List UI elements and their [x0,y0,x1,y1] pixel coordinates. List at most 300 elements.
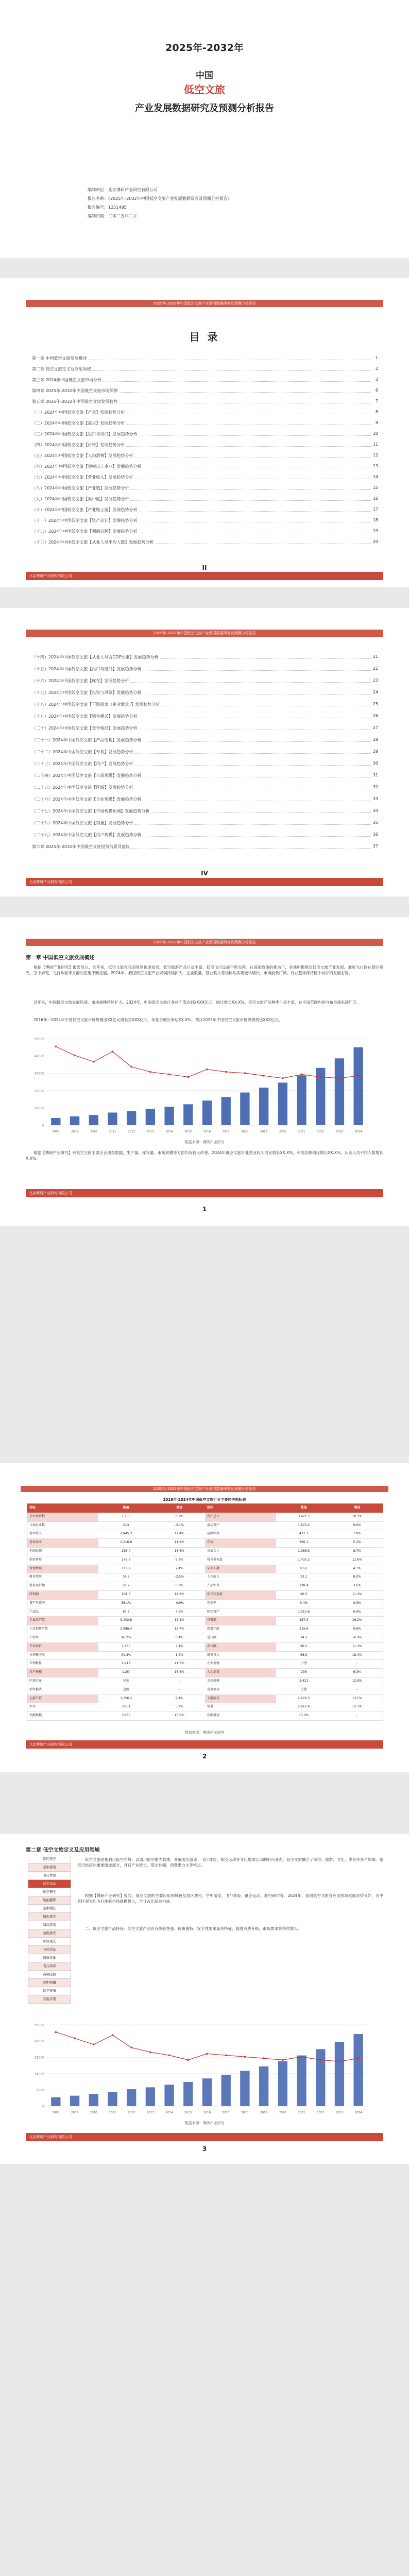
table-cell: 96.2% [98,1634,152,1643]
table-cell: - [152,1677,206,1686]
table-cell: 税金及附加 [27,1582,98,1591]
table-cell: 0.3% [330,1599,383,1608]
table-cell: 15.8% [152,1668,206,1677]
table-cell: 12.8% [330,1677,383,1686]
x-tick-label: 2013 [146,1130,154,1133]
growth-point [338,2060,340,2062]
growth-point [338,1077,340,1079]
toc-entry-page: 15 [372,485,378,490]
toc-entry[interactable] [32,420,378,427]
toc-entry-label: （二）2024年中国低空文旅【需求】发展趋势分析 [32,421,125,426]
table-title: 2016年-2024年中国低空文旅行业主要经济指标表 [163,1498,246,1502]
toc-entry[interactable] [32,518,378,524]
table-cell: 15.6% [152,1547,206,1556]
table-cell: 12.1% [330,1703,383,1712]
growth-point [187,2059,189,2061]
toc-entry-label: （二十五）2024年中国低空文旅【区域】发展趋势分析 [32,785,133,790]
toc-entry-label: （十六）2024年中国低空文旅【库存】发展趋势分析 [32,679,129,683]
table-cell: 96.5 [276,1590,330,1600]
toc-entry-page: 26 [372,714,378,718]
bar [240,1092,249,1125]
x-tick-label: 2008 [52,2111,60,2114]
toc-entry-page: 18 [372,518,378,522]
toc-entry[interactable] [32,761,378,767]
toc-entry[interactable] [32,442,378,448]
table-cell: 1,012.6 [276,1608,330,1617]
x-tick-label: 2021 [298,2111,305,2114]
toc-entry-page: 29 [372,749,378,754]
toc-entry[interactable] [32,785,378,791]
toc-entry-label: （二十九）2024年中国低空文旅【用户规模】发展趋势分析 [32,833,142,837]
table-cell: 所有者权益 [205,1556,276,1565]
table-cell: 产销率 [27,1634,98,1643]
toc-entry-page: 22 [372,666,378,671]
toc-entry[interactable] [32,820,378,826]
page-footer: 北京博研产业研究有限公司 [26,1189,383,1197]
page-number: 1 [202,1206,207,1213]
toc-entry-page: 37 [372,844,378,849]
x-tick-label: 2020 [279,1130,286,1133]
table-cell: 平均单价 [27,1642,98,1652]
growth-point [74,2038,76,2040]
application-item: 景区观光 [28,1855,71,1863]
bar [278,2061,287,2106]
application-item: 其他应用 [28,1995,71,2004]
table-cell: 分散 [276,1686,330,1695]
bar [297,2056,306,2106]
table-cell: 5.2% [152,1703,206,1712]
toc-entry-page: 28 [372,737,378,742]
table-cell: 产成品 [27,1608,98,1617]
application-item: 高端定制 [28,1971,71,1979]
toc-entry-page: 21 [372,654,378,659]
table-cell: 净利润 [27,1590,98,1600]
toc-entry[interactable] [32,464,378,470]
application-item: 航空研学 [28,1888,71,1896]
y-tick-label: 30000 [34,1072,44,1076]
toc-entry-page: 8 [375,410,378,414]
bar [297,1075,306,1125]
table-cell: 市场规模 [205,1677,276,1686]
toc-entry[interactable] [32,539,378,546]
table-cell: 专利数量 [27,1659,98,1669]
growth-point [263,2057,265,2059]
toc-entry-label: 第四章 2025年-2032年中国低空文旅市场预测 [32,388,118,393]
toc-entry-label: （二十）2024年中国低空文旅【竞争格局】发展趋势分析 [32,726,138,731]
growth-point [282,1077,284,1079]
x-tick-label: 2008 [52,1130,60,1133]
table-cell: - [330,1686,383,1695]
toc-entry-label: （二十一）2024年中国低空文旅【产品结构】发展趋势分析 [32,738,142,742]
bar [108,2092,117,2106]
bar [146,1109,155,1125]
application-item: 飞行体验 [28,1872,71,1880]
x-tick-label: 2009 [71,1130,79,1133]
table-cell: 5.2% [330,1538,383,1548]
table-cell: -2.5% [152,1573,206,1582]
toc-entry-page: 14 [372,474,378,479]
application-item: 山地观光 [28,1929,71,1938]
table-cell: 4.1% [330,1565,383,1574]
toc-entry-page: 1 [375,355,378,360]
toc-entry[interactable] [32,796,378,803]
y-tick-label: 28000 [34,2040,44,2044]
y-tick-label: 20000 [34,1089,44,1093]
table-cell: 356.1 [98,1703,152,1712]
toc-entry-page: 19 [372,529,378,533]
table-cell: 资产总计 [205,1513,276,1522]
table-cell: 企业规模 [205,1659,276,1669]
table-cell: 8.2% [152,1513,206,1522]
x-tick-label: 2014 [165,2111,173,2114]
toc-entry[interactable] [32,431,378,437]
toc-entry[interactable] [32,496,378,502]
table-cell: 7.8% [330,1530,383,1539]
toc-entry-page: 9 [375,420,378,425]
growth-point [357,2057,360,2059]
table-cell: 118.9 [98,1565,152,1574]
x-tick-label: 2018 [241,2111,249,2114]
application-list [28,1855,71,2004]
y-tick-label: 50000 [34,1037,44,1041]
table-cell: 2.1% [152,1642,206,1652]
chapter-title: 第二章 低空文旅定义及应用领域 [26,1848,100,1853]
toc-entry[interactable] [32,702,378,708]
toc-entry[interactable] [32,737,378,743]
table-cell: 11.3% [330,1642,383,1652]
toc-entry-label: （八）2024年中国低空文旅【产业链】发展趋势分析 [32,486,129,490]
table-cell: 华东 [98,1677,152,1686]
toc-entry[interactable] [32,832,378,838]
x-tick-label: 2023 [335,2111,343,2114]
toc-entry-page: 24 [372,690,378,694]
toc-entry[interactable] [32,690,378,696]
x-tick-label: 2010 [90,1130,97,1133]
table-cell: 1,830 [98,1642,152,1652]
table-cell: 工业总产值 [27,1616,98,1625]
y-tick-label: 21000 [34,2056,44,2060]
toc-entry-label: （一）2024年中国低空文旅【产量】发展趋势分析 [32,410,125,415]
toc-entry-page: 32 [372,785,378,789]
table-cell: 存货 [205,1538,276,1548]
bar [202,1100,212,1125]
cover-page [0,0,409,258]
table-cell: 28.7 [98,1582,152,1591]
application-item: 空中婚礼 [28,1905,71,1913]
x-tick-label: 2019 [260,1130,268,1133]
table-cell: 215.8 [276,1625,330,1634]
table-cell: 进口额 [205,1634,276,1643]
bar [51,2097,60,2106]
table-cell: 2,874.5 [276,1694,330,1704]
toc-entry[interactable] [32,654,378,660]
growth-point [55,2031,57,2033]
toc-entry[interactable] [32,529,378,535]
table-cell: 58.1% [98,1599,152,1608]
bar [89,2094,98,2106]
bar [146,2087,155,2106]
table-header-cell: 指标 [27,1504,98,1513]
toc-entry-page: 36 [372,832,378,837]
table-cell: 12.6% [330,1556,383,1565]
growth-point [149,1071,151,1073]
toc-entry-page: 20 [372,539,378,544]
x-tick-label: 2013 [146,2111,154,2114]
table-cell: 8.6万 [276,1565,330,1574]
chapter2-page [0,1834,409,2164]
toc-entry[interactable] [32,355,378,362]
application-item: 草原观光 [28,1938,71,1946]
table-cell: 6.3% [330,1668,383,1677]
x-tick-label: 2024 [354,1130,362,1133]
table-header-cell: 数值 [98,1504,152,1513]
page-header: 2025年-2032年中国低空文旅产业发展数据研究及预测分析报告 [26,630,383,637]
cover-region: 中国 [196,71,213,81]
y-tick-label: 40000 [34,1055,44,1059]
toc-entry-page: 3 [375,377,378,382]
growth-point [244,1072,246,1074]
table-cell: 销售模式 [27,1686,98,1695]
bar [335,1058,344,1125]
x-tick-label: 2014 [165,1130,173,1133]
application-item: 航拍摄影 [28,1896,71,1905]
bar [202,2078,212,2106]
table-cell: 201.3 [98,1590,152,1600]
table-cell: 1,435.2 [276,1556,330,1565]
growth-point [130,1066,132,1068]
table-cell: 3.6% [330,1582,383,1591]
growth-point [244,2056,246,2058]
toc-entry[interactable] [32,725,378,732]
table-cell: 2,216.8 [98,1538,152,1548]
table-cell: 9.4% [152,1694,206,1704]
growth-point [301,2056,303,2058]
toc-entry[interactable] [32,808,378,815]
toc-entry-label: （十二）2024年中国低空文旅【利润总额】发展趋势分析 [32,529,138,534]
bar [278,1082,287,1125]
toc-entry-page: 27 [372,725,378,730]
toc-entry[interactable] [32,485,378,492]
toc-entry-page: 33 [372,796,378,801]
bar [70,2096,79,2106]
growth-point [206,1069,208,1071]
growth-point [206,2053,208,2055]
table-cell: 6.9% [330,1608,383,1617]
table-cell: 1,986.3 [276,1547,330,1556]
market-size-chart [26,1033,383,1137]
table-cell: 投资额 [205,1616,276,1625]
paragraph: 根据【博研产业研究】报告显示，近年来，低空文旅在我国得到快速发展，低空旅游产品日益丰富，低空飞行设施不断完善。在国家政策的推动下，各地积极推动低空文旅产业发展，通航飞行器在景区观光、空中游览、飞行体验等方面的应用不断拓展。2024年，我国低空文旅产业规模持续扩大，企业数量、营业收入等指标均实现较快增长，市场前景广阔，行业整体保持稳中向好的发展态势。 [26,965,383,975]
table-cell: 市场集中度 [27,1651,98,1660]
toc-entry-page: 7 [375,399,378,403]
table-cell: 利润总额 [27,1547,98,1556]
growth-point [319,2059,321,2061]
toc-entry[interactable] [32,377,378,383]
table-cell: 8.0% [330,1573,383,1582]
table-cell: 人均消费 [205,1668,276,1677]
toc-entry-page: 17 [372,507,378,512]
toc-entry-page: 10 [372,431,378,436]
bar [164,2084,174,2106]
toc-entry[interactable] [32,844,378,850]
toc-entry[interactable] [32,453,378,459]
toc-entry-page: 23 [372,678,378,683]
page-footer: 北京博研产业研究有限公司 [26,2133,383,2141]
table-cell: 负债合计 [205,1547,276,1556]
page-number: II [202,564,207,571]
application-item: 城市观光 [28,1913,71,1921]
bar [164,1107,174,1125]
toc-entry[interactable] [32,366,378,372]
growth-point [263,1075,265,1077]
table-cell: - [330,1711,383,1721]
x-tick-label: 2011 [109,1130,116,1133]
table-cell: 8.7% [330,1547,383,1556]
x-tick-label: 2017 [222,1130,230,1133]
bar [51,1118,60,1125]
table-cell: 财务费用 [27,1573,98,1582]
growth-point [168,1074,171,1076]
toc-entry-label: （十三）2024年中国低空文旅【从业人员平均人数】发展趋势分析 [32,540,154,545]
table-header-cell: 增速 [152,1504,206,1513]
table-cell: 12.7% [152,1625,206,1634]
table-cell: 企业单位数 [27,1513,98,1522]
toc-entry-label: （七）2024年中国低空文旅【营业收入】发展趋势分析 [32,475,133,480]
application-item: 节庆活动 [28,1946,71,1954]
growth-point [187,1076,189,1078]
paragraph: 2016年—2024年中国低空文旅市场规模由XX亿元增长至XXX亿元，年复合增长率达XX.X%。预计2025年中国低空文旅市场规模将达XXX亿元。 [33,1018,283,1022]
x-tick-label: 2024 [354,2111,362,2114]
toc-entry[interactable] [32,474,378,481]
table-cell: 14.2% [152,1590,206,1600]
toc-entry-page: 31 [372,773,378,777]
table-cell: 412.7 [276,1530,330,1539]
growth-point [225,1071,227,1073]
bar [259,1088,268,1125]
toc-entry-label: （二十六）2024年中国低空文旅【企业规模】发展趋势分析 [32,797,142,802]
cover-industry: 低空文旅 [184,83,225,96]
table-cell: 142.6 [98,1556,152,1565]
toc-entry[interactable] [32,388,378,394]
x-tick-label: 2022 [317,2111,325,2114]
growth-point [74,1055,76,1057]
growth-point [112,1050,114,1053]
table-cell: 营业收入 [27,1530,98,1539]
toc-entry[interactable] [32,410,378,416]
table-cell: 直销 [98,1686,152,1695]
table-cell: 从业人数 [205,1565,276,1574]
table-cell: 9.6% [330,1521,383,1531]
growth-point [319,1076,321,1078]
table-cell: 3,865 [98,1711,152,1721]
table-cell: 2,418 [98,1659,152,1669]
x-tick-label: 2017 [222,2111,230,2114]
table-cell: 18.4% [330,1651,383,1660]
toc-entry[interactable] [32,399,378,405]
toc-entry-label: 第三章 2024年中国低空文旅市场分析 [32,378,101,382]
table-cell: 研发投入 [205,1651,276,1660]
table-cell: 人均收入 [205,1573,276,1582]
table-cell: 487.3 [276,1616,330,1625]
table-cell: 356.1 [276,1538,330,1548]
bar [221,1097,231,1125]
application-item: 低空赛事 [28,1987,71,1995]
bar [183,2082,193,2106]
x-tick-label: 2012 [128,2111,135,2114]
toc-entry-page: 12 [372,453,378,457]
paragraph: 低空文旅是指利用低空空域，以通用航空器为载体，开展观光游览、飞行体验、航空运动等文化旅游活动的新兴业态。低空文旅融合了航空、旅游、文化、体育等多个领域，是低空经济的重要组成部分，具有产业链长、带动性强、消费潜力大等特点。 [77,1857,383,1868]
chapter1-page [0,917,409,1226]
table-cell: 管理费用 [27,1565,98,1574]
table-cell: 3,421 [276,1677,330,1686]
toc-entry[interactable] [32,773,378,779]
table-page [0,1463,409,1772]
growth-line [56,1046,358,1078]
table-cell: 9.8% [330,1625,383,1634]
toc-entry-label: （二十七）2024年中国低空文旅【市场规模预测】发展趋势分析 [32,809,150,814]
growth-point [301,1074,303,1076]
paragraph: 根据【博研产业研究】报告，低空文旅的主要应用领域包括景区观光、空中游览、飞行体验、低空运动、航空研学等。2024年，我国低空文旅各应用领域发展态势良好，其中景区观光和飞行体验市场规模最大，合计占比超过六成。 [77,1893,383,1904]
table-cell: 出口交货值 [205,1590,276,1600]
toc-entry[interactable] [32,666,378,672]
table-cell: 3,421.5 [276,1513,330,1522]
y-tick-label: 0 [42,2105,44,2109]
bar [221,2075,231,2106]
meta-row: 编制单位：北京博研产业研究有限公司 [88,188,158,192]
x-tick-label: 2019 [260,2111,268,2114]
toc-entry-page: 35 [372,820,378,825]
table-cell: 74.2 [276,1634,330,1643]
toc-entry-label: （二十二）2024年中国低空文旅【专利】发展趋势分析 [32,750,133,754]
page-header: 2025年-2032年中国低空文旅产业发展数据研究及预测分析报告 [26,300,383,307]
toc-entry-label: （六）2024年中国低空文旅【规模以上企业】发展趋势分析 [32,464,142,469]
table-cell: 营业成本 [27,1538,98,1548]
page-number: 3 [202,2145,207,2153]
cover-meta [88,185,232,221]
toc-entry-label: 第一章 中国低空文旅发展概述 [32,356,87,361]
x-tick-label: 2016 [203,1130,211,1133]
toc-entry-label: （十五）2024年中国低空文旅【出口与进口】发展趋势分析 [32,667,142,671]
x-tick-label: 2021 [298,1130,305,1133]
toc-entry[interactable] [32,678,378,684]
application-item: 空中拍摄 [28,1979,71,1987]
toc-entry[interactable] [32,714,378,720]
table-header-cell: 指标 [205,1504,276,1513]
toc-entry[interactable] [32,507,378,513]
table-cell: 销售费用 [27,1556,98,1565]
y-tick-label: 7000 [36,2088,44,2092]
application-item: 低空运动 [28,1880,71,1888]
table-cell: 库存 [27,1703,98,1712]
toc-entry-label: （五）2024年中国低空文旅【人均消费】发展趋势分析 [32,453,133,458]
toc-entry-page: 13 [372,464,378,468]
table-cell: 1.2亿 [98,1668,152,1677]
growth-point [93,2044,95,2046]
table-cell: 应收账款 [205,1530,276,1539]
table-cell: 236 [276,1668,330,1677]
growth-line [56,2032,358,2061]
table-cell: 11.9% [152,1538,206,1548]
toc-entry-page: 11 [372,442,378,447]
toc-entry-label: （三）2024年中国低空文旅【进口与出口】发展趋势分析 [32,432,138,436]
toc-entry-label: （十四）2024年中国低空文旅【从业人员占GDP比重】发展趋势分析 [32,655,159,659]
table-cell: 13.1% [152,1616,206,1625]
table-cell: 3,102.8 [98,1616,152,1625]
growth-point [149,2051,151,2053]
toc-entry-label: 第五章 2025年-2032年中国低空文旅发展趋势 [32,399,118,404]
table-cell: 213 [98,1521,152,1531]
toc-entry[interactable] [32,749,378,755]
